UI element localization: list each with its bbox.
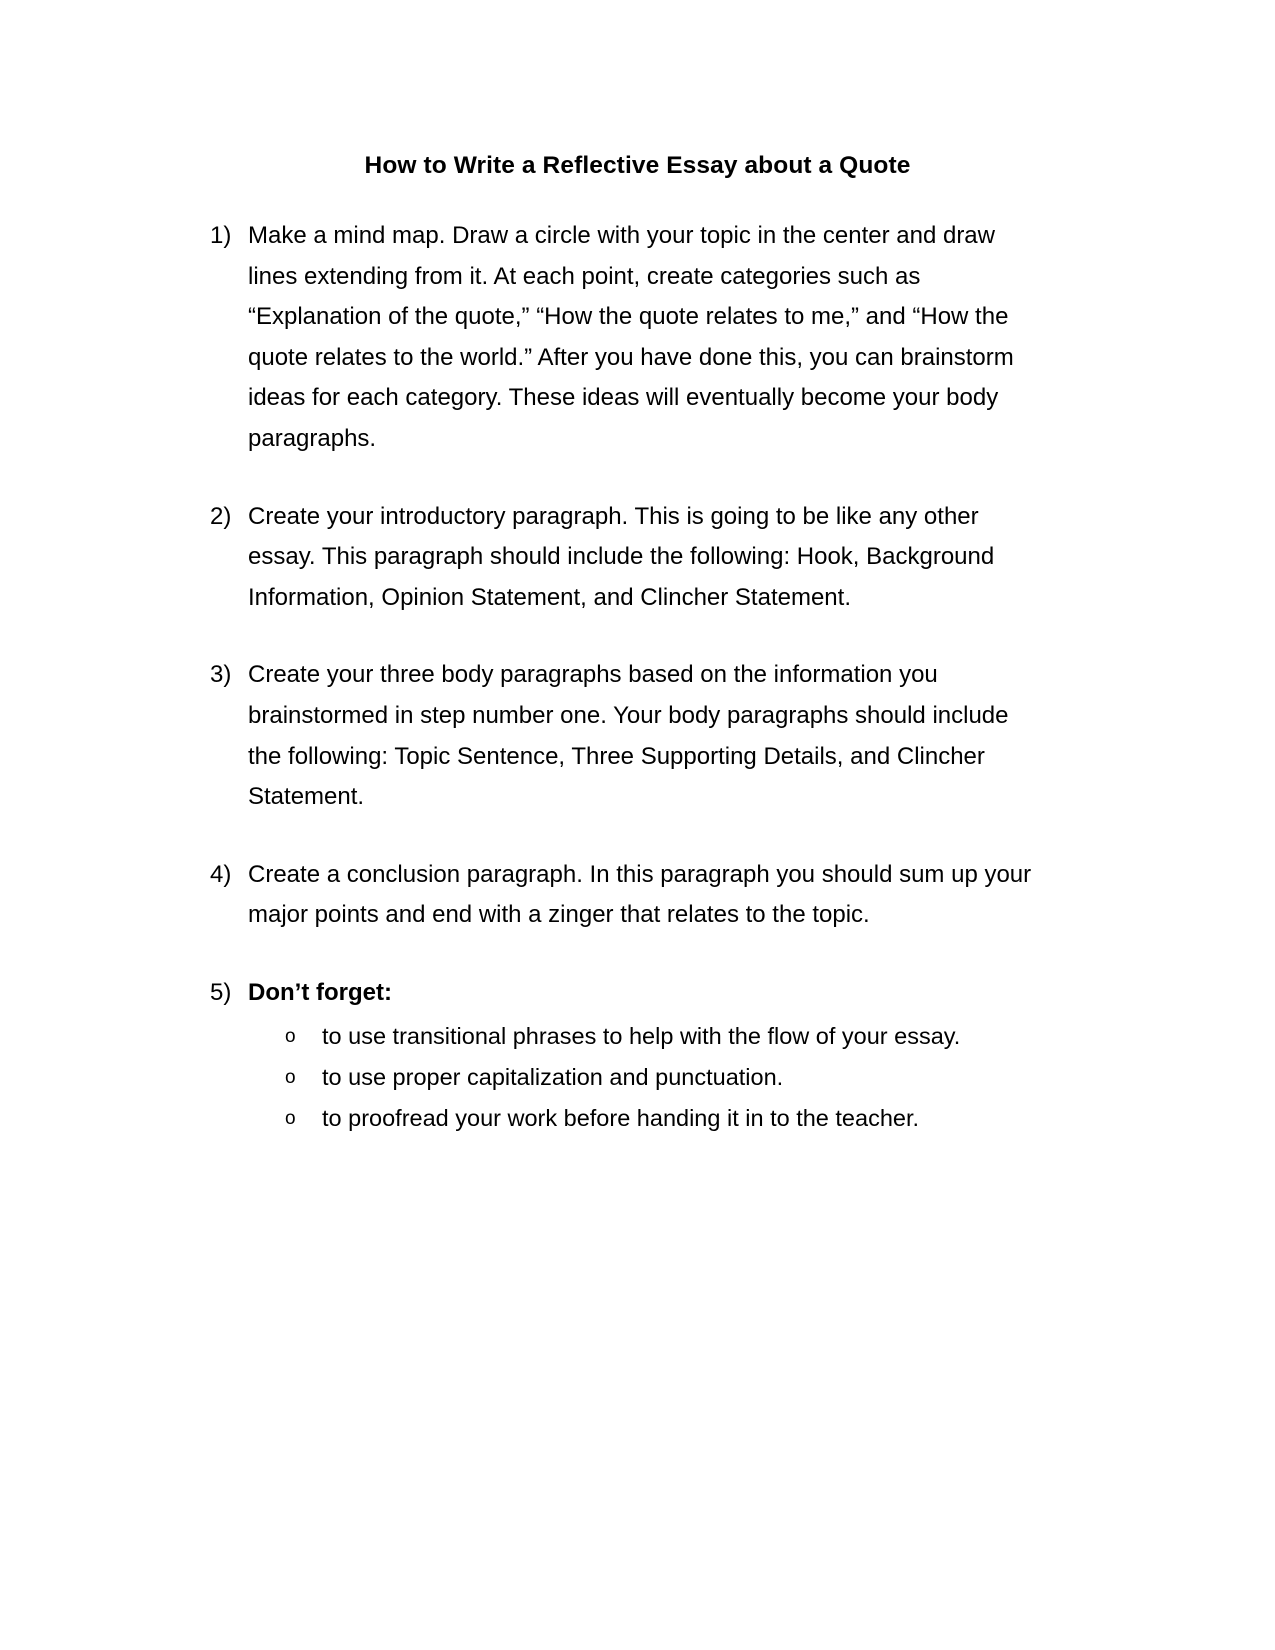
sub-list-item-text: to use transitional phrases to help with the flow of your essay.	[322, 1022, 961, 1049]
list-item	[210, 216, 1040, 460]
list-item	[210, 655, 1040, 817]
list-item-text: Create a conclusion paragraph. In this paragraph you should sum up your major points and end with a zinger that relates to the topic.	[248, 860, 1032, 929]
list-item	[210, 973, 1040, 1139]
circle-bullet-icon: o	[285, 1107, 296, 1129]
list-item-marker: 4)	[210, 860, 232, 888]
list-item	[210, 497, 1040, 619]
list-item-text: Make a mind map. Draw a circle with your topic in the center and draw lines extending from it. At each point, create categories such as “Explanation of the quote,” “How the quote relates to me,” and “How the quote relates to the world.” After you have done this, you can brainstorm ideas for each category. These ideas will eventually become your body paragraphs.	[248, 222, 1014, 452]
list-item-marker: 2)	[210, 502, 232, 530]
instruction-list	[210, 216, 1040, 1139]
circle-bullet-icon: o	[285, 1066, 296, 1088]
list-item-text: Create your three body paragraphs based on the information you brainstormed in step number one. Your body paragraphs should include the following: Topic Sentence, Three Supporting Details, and Clincher Statement.	[248, 661, 1009, 811]
sub-list-item	[248, 1098, 1040, 1139]
list-item	[210, 855, 1040, 936]
list-item-text: Create your introductory paragraph. This is going to be like any other essay. This paragraph should include the following: Hook, Background Information, Opinion Statement, and Clincher Statement.	[248, 502, 995, 611]
sub-list-item-text: to proofread your work before handing it in to the teacher.	[322, 1104, 920, 1131]
sub-list-item	[248, 1016, 1040, 1057]
sub-list-item-text: to use proper capitalization and punctuation.	[322, 1063, 784, 1090]
sub-list	[248, 1016, 1040, 1139]
list-item-text: Don’t forget:	[248, 978, 392, 1006]
sub-list-item	[248, 1057, 1040, 1098]
page-title: How to Write a Reflective Essay about a Quote	[364, 152, 911, 180]
list-item-marker: 5)	[210, 978, 232, 1006]
list-item-marker: 3)	[210, 661, 232, 689]
list-item-marker: 1)	[210, 222, 232, 249]
circle-bullet-icon: o	[285, 1025, 296, 1047]
